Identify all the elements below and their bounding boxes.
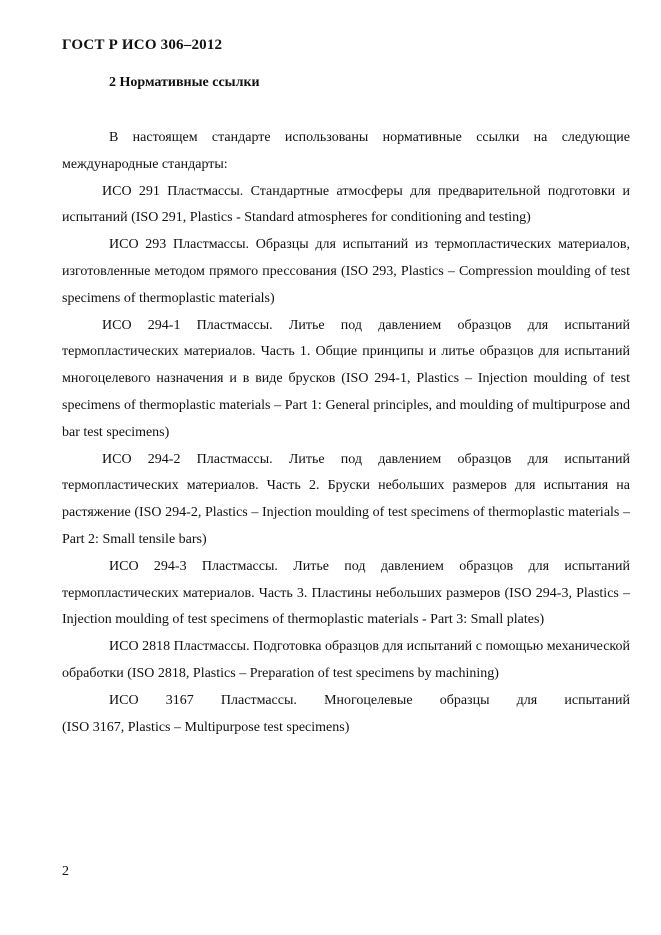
page-number: 2 xyxy=(62,864,69,879)
reference-iso-3167-english: (ISO 3167, Plastics – Multipurpose test specimens) xyxy=(62,719,350,735)
document-header: ГОСТ Р ИСО 306–2012 xyxy=(62,37,223,53)
reference-iso-3167-title: ИСО 3167 Пластмассы. Многоцелевые образцы для испытаний xyxy=(109,692,630,708)
reference-iso-2818: ИСО 2818 Пластмассы. Подготовка образцов для испытаний с помощью механической обработки (ISO 2818, Plastics – Preparation of test specimens by machining) xyxy=(62,639,630,681)
reference-iso-293: ИСО 293 Пластмассы. Образцы для испытаний из термопластических материалов, изготовленные методом прямого прессования (ISO 293, Plastics – Compression moulding of test specimens of thermoplastic materials) xyxy=(62,237,630,306)
reference-iso-294-1: ИСО 294-1 Пластмассы. Литье под давлением образцов для испытаний термопластических материалов. Часть 1. Общие принципы и литье образцов для испытаний многоцелевого назначения и в виде брусков (ISO 294-1, Plastics – Injection moulding of test specimens of thermoplastic materials – Part 1: General principles, and moulding of multipurpose and bar test specimens) xyxy=(62,317,630,440)
reference-iso-291: ИСО 291 Пластмассы. Стандартные атмосферы для предварительной подготовки и испытаний (ISO 291, Plastics - Standard atmospheres for conditioning and testing) xyxy=(62,183,630,226)
section-title: 2 Нормативные ссылки xyxy=(109,75,260,90)
document-body xyxy=(62,125,630,741)
reference-iso-294-2: ИСО 294-2 Пластмассы. Литье под давлением образцов для испытаний термопластических материалов. Часть 2. Бруски небольших размеров для испытания на растяжение (ISO 294-2, Plastics – Injection moulding of test specimens of thermoplastic materials – Part 2: Small tensile bars) xyxy=(62,451,630,547)
reference-iso-294-3: ИСО 294-3 Пластмассы. Литье под давлением образцов для испытаний термопластических материалов. Часть 3. Пластины небольших размеров (ISO 294-3, Plastics – Injection moulding of test specimens of thermoplastic materials - Part 3: Small plates) xyxy=(62,558,630,628)
intro-paragraph: В настоящем стандарте использованы нормативные ссылки на следующие международные стандарты: xyxy=(62,130,630,172)
